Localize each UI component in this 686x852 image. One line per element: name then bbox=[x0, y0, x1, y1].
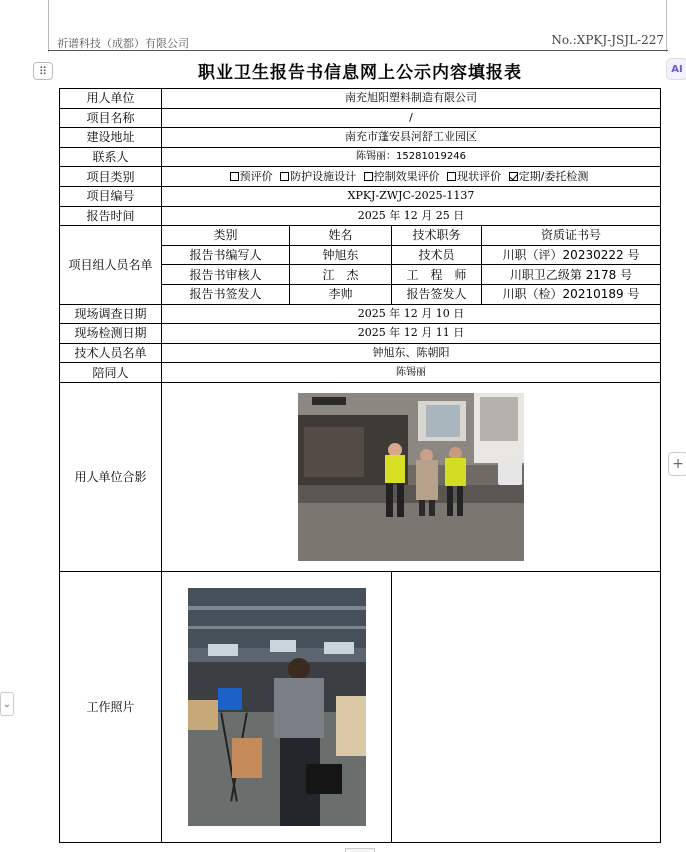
test-date-value[interactable]: 2025 年 12 月 11 日 bbox=[162, 324, 661, 344]
checkbox-protection-design[interactable] bbox=[280, 172, 289, 181]
checkbox-periodic-testing[interactable] bbox=[509, 172, 518, 181]
option-protection-design[interactable] bbox=[280, 170, 356, 183]
header-doc-number: No.:XPKJ-JSJL-227 bbox=[551, 33, 664, 47]
address-value[interactable]: 南充市蓬安县河舒工业园区 bbox=[162, 128, 661, 148]
option-label: 预评价 bbox=[239, 169, 273, 183]
employer-value[interactable]: 南充旭阳塑料制造有限公司 bbox=[162, 89, 661, 109]
team-header-row bbox=[60, 226, 661, 246]
contact-label: 联系人 bbox=[60, 147, 162, 167]
team-cell[interactable]: 工 程 师 bbox=[392, 265, 482, 285]
header-rule bbox=[48, 50, 668, 51]
row-survey-date bbox=[60, 304, 661, 324]
work-photo-cell bbox=[162, 571, 392, 842]
margin-guide-left bbox=[48, 0, 49, 52]
row-project-no bbox=[60, 186, 661, 206]
row-project-name bbox=[60, 108, 661, 128]
checkbox-pre-evaluation[interactable] bbox=[230, 172, 239, 181]
disclosure-form-table bbox=[59, 88, 661, 843]
team-header-cert: 资质证书号 bbox=[482, 226, 661, 246]
option-label: 防护设施设计 bbox=[290, 169, 357, 183]
survey-date-label: 现场调查日期 bbox=[60, 304, 162, 324]
team-label: 项目组人员名单 bbox=[60, 226, 162, 304]
report-time-value[interactable]: 2025 年 12 月 25 日 bbox=[162, 206, 661, 226]
chevron-down-icon[interactable]: ⌄ bbox=[0, 692, 14, 716]
row-contact bbox=[60, 147, 661, 167]
tech-staff-value[interactable]: 钟旭东、陈朝阳 bbox=[162, 343, 661, 363]
employer-label: 用人单位 bbox=[60, 89, 162, 109]
row-employer bbox=[60, 89, 661, 109]
option-status-evaluation[interactable] bbox=[447, 170, 501, 183]
row-group-photo bbox=[60, 382, 661, 571]
team-cell[interactable]: 报告书编写人 bbox=[162, 245, 290, 265]
page-scroll-tab[interactable] bbox=[345, 848, 375, 852]
report-time-label: 报告时间 bbox=[60, 206, 162, 226]
team-cell[interactable]: 钟旭东 bbox=[290, 245, 392, 265]
option-label: 控制效果评价 bbox=[373, 169, 440, 183]
address-label: 建设地址 bbox=[60, 128, 162, 148]
option-label: 现状评价 bbox=[457, 169, 502, 183]
work-photo-empty-cell[interactable] bbox=[392, 571, 661, 842]
option-label: 定期/委托检测 bbox=[518, 169, 589, 183]
checkbox-control-effect[interactable] bbox=[364, 172, 373, 181]
work-photo[interactable] bbox=[188, 588, 366, 826]
row-report-time bbox=[60, 206, 661, 226]
team-header-category: 类别 bbox=[162, 226, 290, 246]
row-work-photo bbox=[60, 571, 661, 842]
test-date-label: 现场检测日期 bbox=[60, 324, 162, 344]
row-project-type bbox=[60, 167, 661, 187]
team-cell[interactable]: 技术员 bbox=[392, 245, 482, 265]
document-title: 职业卫生报告书信息网上公示内容填报表 bbox=[198, 63, 522, 83]
row-address bbox=[60, 128, 661, 148]
checkbox-status-evaluation[interactable] bbox=[447, 172, 456, 181]
project-type-options bbox=[162, 167, 661, 187]
team-header-name: 姓名 bbox=[290, 226, 392, 246]
row-test-date bbox=[60, 324, 661, 344]
group-photo-cell bbox=[162, 382, 661, 571]
project-type-label: 项目类别 bbox=[60, 167, 162, 187]
option-periodic-testing[interactable] bbox=[509, 170, 589, 183]
group-photo-label: 用人单位合影 bbox=[60, 382, 162, 571]
project-name-label: 项目名称 bbox=[60, 108, 162, 128]
team-cell[interactable]: 报告签发人 bbox=[392, 284, 482, 304]
row-tech-staff bbox=[60, 343, 661, 363]
margin-guide-right bbox=[666, 0, 667, 52]
project-no-value[interactable]: XPKJ-ZWJC-2025-1137 bbox=[162, 186, 661, 206]
team-cell[interactable]: 川职（评）20230222 号 bbox=[482, 245, 661, 265]
ai-assistant-button[interactable]: AI bbox=[666, 58, 686, 80]
escort-label: 陪同人 bbox=[60, 363, 162, 383]
survey-date-value[interactable]: 2025 年 12 月 10 日 bbox=[162, 304, 661, 324]
work-photo-label: 工作照片 bbox=[60, 571, 162, 842]
project-name-value[interactable]: / bbox=[162, 108, 661, 128]
option-control-effect[interactable] bbox=[364, 170, 440, 183]
contact-value[interactable]: 陈锡丽：15281019246 bbox=[162, 147, 661, 167]
team-header-title: 技术职务 bbox=[392, 226, 482, 246]
row-escort bbox=[60, 363, 661, 383]
option-pre-evaluation[interactable] bbox=[230, 170, 273, 183]
team-cell[interactable]: 李帅 bbox=[290, 284, 392, 304]
tech-staff-label: 技术人员名单 bbox=[60, 343, 162, 363]
team-cell[interactable]: 报告书审核人 bbox=[162, 265, 290, 285]
group-photo[interactable] bbox=[298, 393, 524, 561]
team-cell[interactable]: 江 杰 bbox=[290, 265, 392, 285]
add-block-plus-icon[interactable]: + bbox=[668, 452, 686, 476]
project-no-label: 项目编号 bbox=[60, 186, 162, 206]
team-cell[interactable]: 川职（检）20210189 号 bbox=[482, 284, 661, 304]
header-company: 祈谱科技（成都）有限公司 bbox=[57, 37, 189, 50]
team-cell[interactable]: 报告书签发人 bbox=[162, 284, 290, 304]
drag-handle-icon[interactable]: ⠿ bbox=[33, 62, 53, 80]
escort-value[interactable]: 陈锡丽 bbox=[162, 363, 661, 383]
team-cell[interactable]: 川职卫乙级第 2178 号 bbox=[482, 265, 661, 285]
